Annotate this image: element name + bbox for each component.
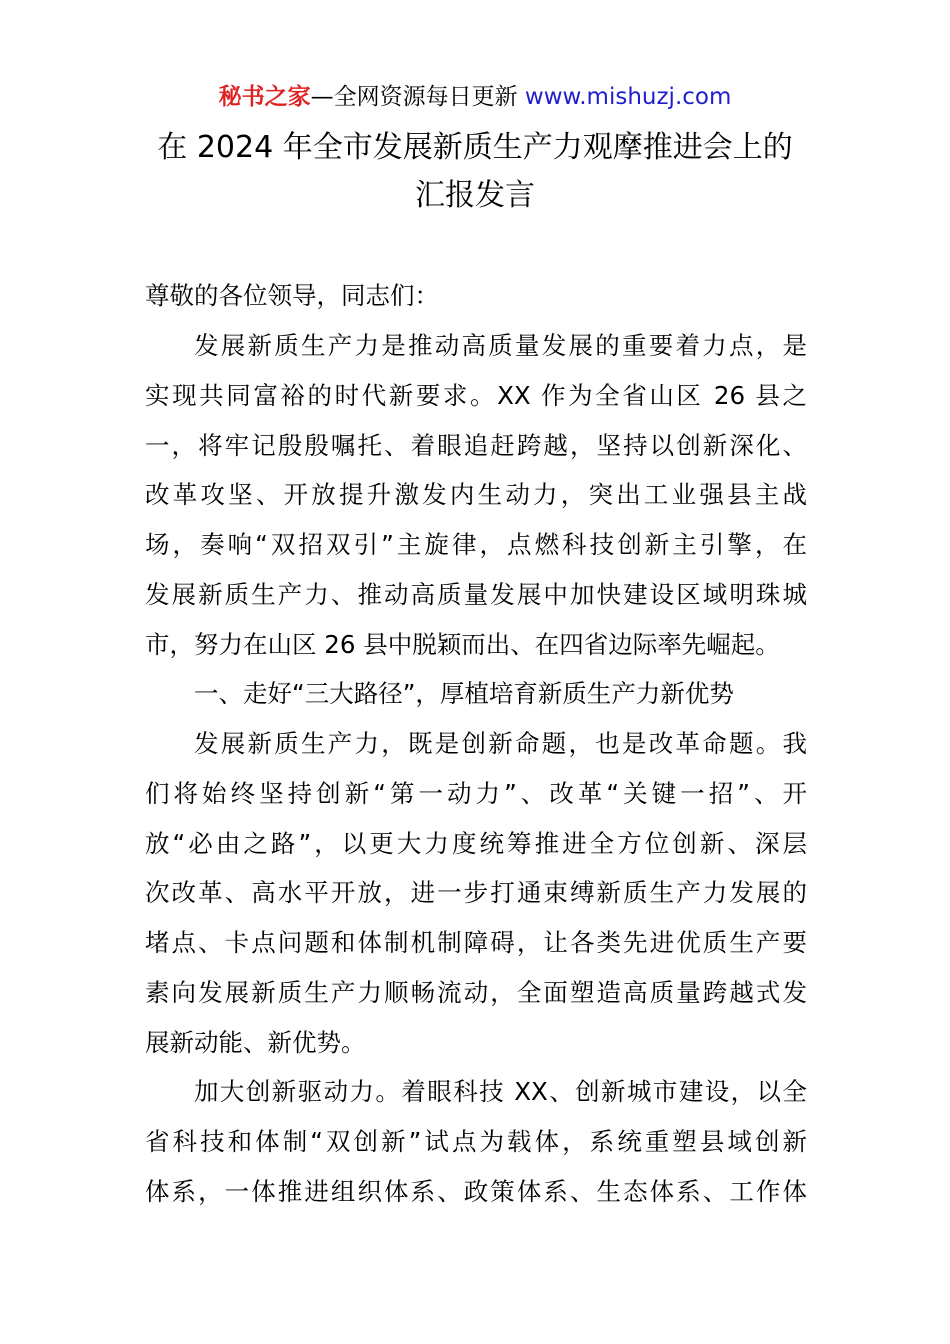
paragraph-1-line: 一，将牢记殷殷嘱托、着眼追赶跨越，坚持以创新深化、 (145, 431, 807, 460)
paragraph-2-line: 堵点、卡点问题和体制机制障碍，让各类先进优质生产要 (145, 928, 807, 957)
paragraph-2-line: 素向发展新质生产力顺畅流动，全面塑造高质量跨越式发 (145, 978, 807, 1007)
paragraph-2-line: 次改革、高水平开放，进一步打通束缚新质生产力发展的 (145, 878, 807, 907)
document-title-line-1: 在 2024 年全市发展新质生产力观摩推进会上的 (157, 130, 793, 165)
paragraph-1-line: 发展新质生产力、推动高质量发展中加快建设区域明珠城 (145, 580, 807, 609)
paragraph-1-line: 发展新质生产力是推动高质量发展的重要着力点，是 (194, 331, 807, 360)
site-header (0, 80, 950, 114)
paragraph-1-line: 场，奏响“双招双引”主旋律，点燃科技创新主引擎，在 (145, 530, 807, 559)
section-heading-1: 一、走好“三大路径”，厚植培育新质生产力新优势 (194, 679, 734, 708)
document-title-line-2: 汇报发言 (415, 178, 535, 213)
paragraph-1-line: 市，努力在山区 26 县中脱颖而出、在四省边际率先崛起。 (145, 630, 780, 659)
paragraph-2-line: 发展新质生产力，既是创新命题，也是改革命题。我 (194, 729, 807, 758)
paragraph-2-line: 们将始终坚持创新“第一动力”、改革“关键一招”、开 (145, 779, 807, 808)
paragraph-3-line: 省科技和体制“双创新”试点为载体，系统重塑县域创新 (145, 1127, 807, 1156)
paragraph-3-line: 体系，一体推进组织体系、政策体系、生态体系、工作体 (145, 1177, 807, 1206)
header-tagline: —全网资源每日更新 (310, 84, 525, 110)
paragraph-2-line: 放“必由之路”，以更大力度统筹推进全方位创新、深层 (145, 829, 807, 858)
paragraph-2-line: 展新动能、新优势。 (145, 1028, 366, 1057)
brand-name: 秘书之家 (218, 84, 311, 110)
paragraph-3-line: 加大创新驱动力。着眼科技 XX、创新城市建设，以全 (194, 1077, 807, 1106)
paragraph-1-line: 实现共同富裕的时代新要求。XX 作为全省山区 26 县之 (145, 381, 807, 410)
site-url-link[interactable]: www.mishuzj.com (524, 84, 732, 110)
salutation: 尊敬的各位领导，同志们： (145, 281, 439, 310)
paragraph-1-line: 改革攻坚、开放提升激发内生动力，突出工业强县主战 (145, 480, 807, 509)
